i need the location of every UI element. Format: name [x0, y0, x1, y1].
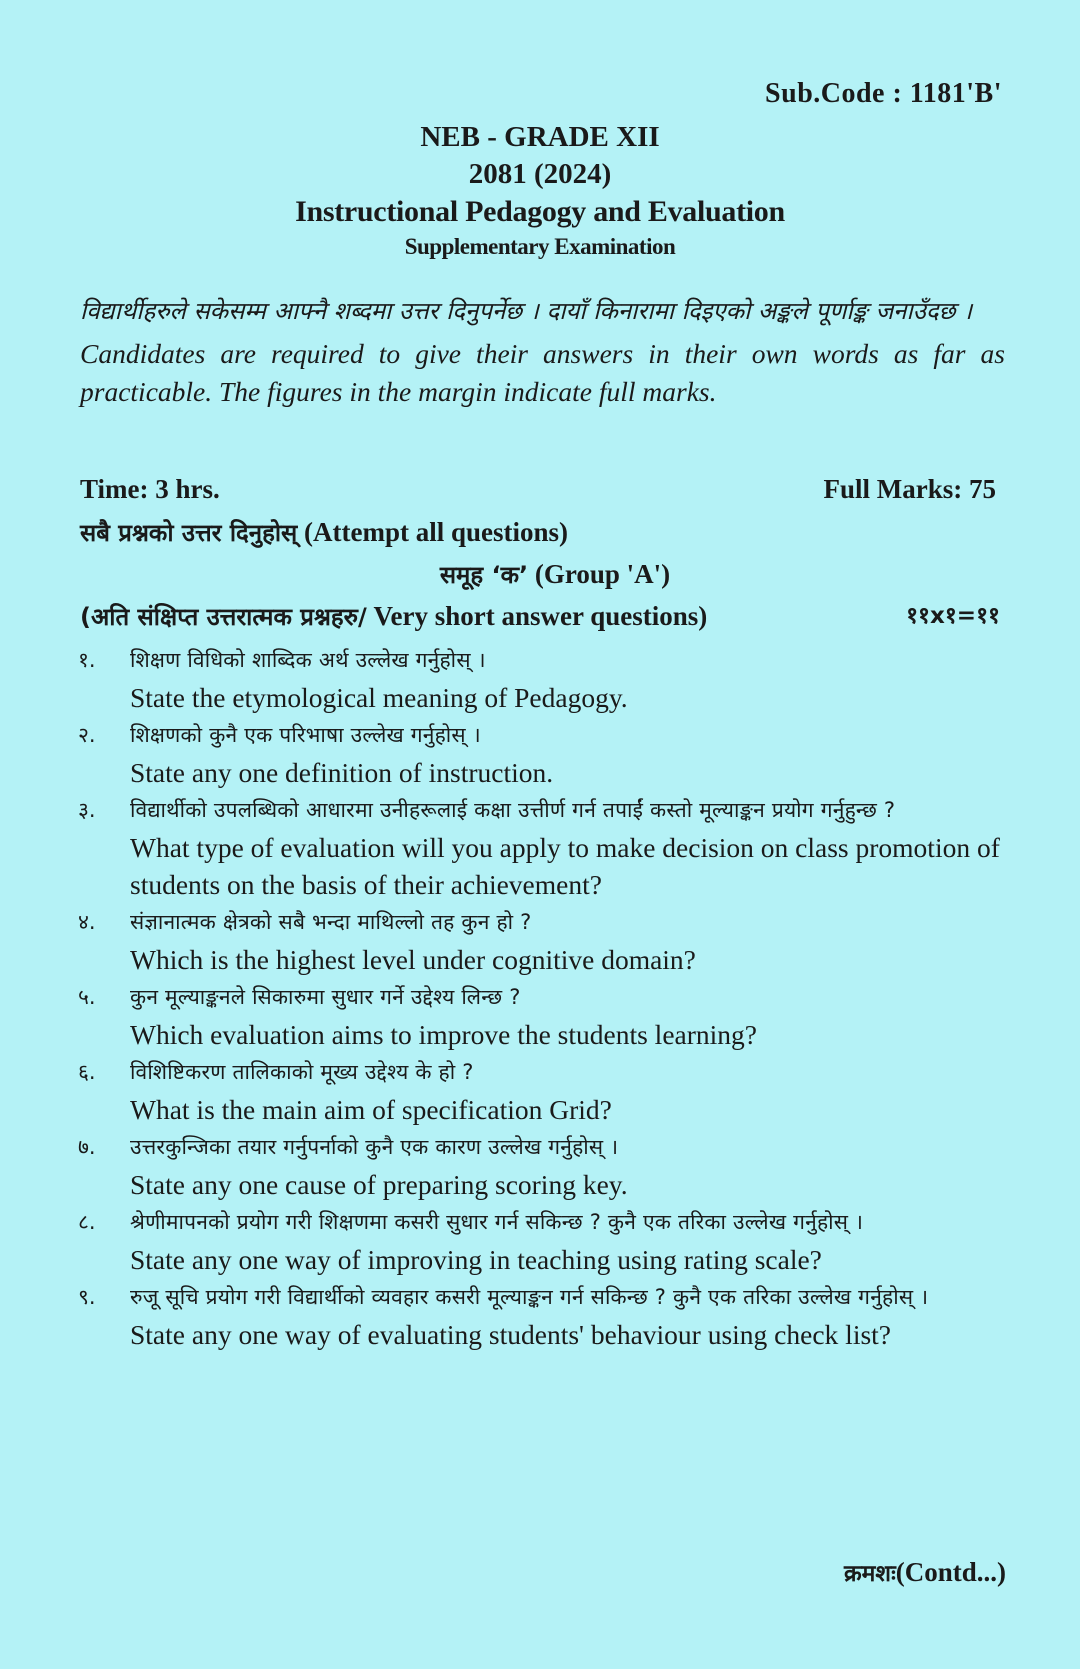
group-english: (Group 'A')	[534, 559, 671, 589]
question-english: What type of evaluation will you apply to make decision on class promotion of students on the basis of their achievement?	[130, 832, 1000, 900]
paper-header	[0, 118, 1080, 262]
attempt-nepali: सबै प्रश्नको उत्तर दिनुहोस्	[80, 519, 298, 547]
exam-year: 2081 (2024)	[468, 158, 612, 190]
question-nepali: रुजू सूचि प्रयोग गरी विद्यार्थीको व्यवहार कसरी मूल्याङ्कन गर्न सकिन्छ ? कुनै एक तरिका उल्लेख गर्नुहोस् ।	[130, 1285, 929, 1309]
question-item	[78, 1204, 1008, 1278]
question-number: ३.	[78, 798, 96, 822]
question-english: State any one way of improving in teaching using rating scale?	[130, 1244, 822, 1275]
question-nepali: विद्यार्थीको उपलब्धिको आधारमा उनीहरूलाई कक्षा उत्तीर्ण गर्न तपाईं कस्तो मूल्याङ्कन प्रयोग गर्नुहुन्छ ?	[130, 798, 896, 822]
question-number: २.	[78, 723, 96, 747]
time-marks-row	[80, 474, 1000, 510]
question-nepali: कुन मूल्याङ्कनले सिकारुमा सुधार गर्ने उद्देश्य लिन्छ ?	[130, 985, 521, 1009]
subject-code: Sub.Code : 1181'B'	[765, 78, 1002, 109]
question-english: Which is the highest level under cognitive domain?	[130, 944, 696, 975]
section-marks: ११x१=११	[906, 603, 1000, 629]
subject-title: Instructional Pedagogy and Evaluation	[295, 195, 785, 228]
question-nepali: शिक्षणको कुनै एक परिभाषा उल्लेख गर्नुहोस् ।	[130, 723, 481, 747]
instructions-nepali: विद्यार्थीहरुले सकेसम्म आफ्नै शब्दमा उत्तर दिनुपर्नेछ । दायाँ किनारामा दिइएको अङ्कले पूर्णाङ्क जनाउँदछ ।	[80, 297, 973, 325]
question-item	[78, 904, 1008, 978]
question-english: State any one definition of instruction.	[130, 757, 554, 788]
full-marks: Full Marks: 75	[823, 474, 996, 504]
question-english: State any one cause of preparing scoring key.	[130, 1169, 628, 1200]
question-number: १.	[78, 648, 96, 672]
question-english: State the etymological meaning of Pedagogy.	[130, 682, 628, 713]
question-number: ४.	[78, 910, 96, 934]
question-nepali: श्रेणीमापनको प्रयोग गरी शिक्षणमा कसरी सुधार गर्न सकिन्छ ? कुनै एक तरिका उल्लेख गर्नुहोस् ।	[130, 1210, 864, 1234]
instructions-english: Candidates are required to give their answers in their own words as far as practicable. The figures in the margin indicate full marks.	[80, 338, 1005, 407]
attempt-instruction	[80, 514, 1000, 551]
question-nepali: उत्तरकुन्जिका तयार गर्नुपर्नाको कुनै एक कारण उल्लेख गर्नुहोस् ।	[130, 1135, 619, 1159]
continued-nepali: क्रमशः	[844, 1561, 896, 1587]
question-nepali: विशिष्टिकरण तालिकाको मूख्य उद्देश्य के हो ?	[130, 1060, 474, 1084]
section-nepali: (अति संक्षिप्त उत्तरात्मक प्रश्नहरु/	[80, 603, 367, 631]
time-allowed: Time: 3 hrs.	[80, 474, 220, 504]
question-item	[78, 717, 1008, 791]
board-title: NEB - GRADE XII	[420, 121, 660, 153]
question-english: Which evaluation aims to improve the students learning?	[130, 1019, 757, 1050]
question-list	[78, 642, 1008, 1354]
continued-note	[844, 1556, 1006, 1588]
question-nepali: संज्ञानात्मक क्षेत्रको सबै भन्दा माथिल्लो तह कुन हो ?	[130, 910, 532, 934]
instructions-block	[80, 290, 1005, 411]
question-number: ६.	[78, 1060, 96, 1084]
question-number: ८.	[78, 1210, 96, 1234]
question-item	[78, 792, 1008, 903]
section-english: Very short answer questions)	[373, 601, 708, 631]
question-item	[78, 979, 1008, 1053]
question-nepali: शिक्षण विधिको शाब्दिक अर्थ उल्लेख गर्नुहोस् ।	[130, 648, 486, 672]
question-number: ५.	[78, 985, 96, 1009]
question-number: ७.	[78, 1135, 96, 1159]
question-english: State any one way of evaluating students' behaviour using check list?	[130, 1319, 892, 1350]
section-heading	[80, 598, 1000, 638]
exam-type: Supplementary Examination	[404, 234, 676, 259]
question-number: ९.	[78, 1285, 96, 1309]
question-item	[78, 1054, 1008, 1128]
attempt-english: (Attempt all questions)	[304, 517, 569, 547]
group-heading	[0, 556, 1080, 593]
question-english: What is the main aim of specification Grid?	[130, 1094, 612, 1125]
question-item	[78, 1279, 1008, 1353]
question-item	[78, 642, 1008, 716]
continued-english: (Contd...)	[895, 1557, 1006, 1587]
question-item	[78, 1129, 1008, 1203]
group-nepali: समूह ‘क’	[439, 561, 529, 589]
